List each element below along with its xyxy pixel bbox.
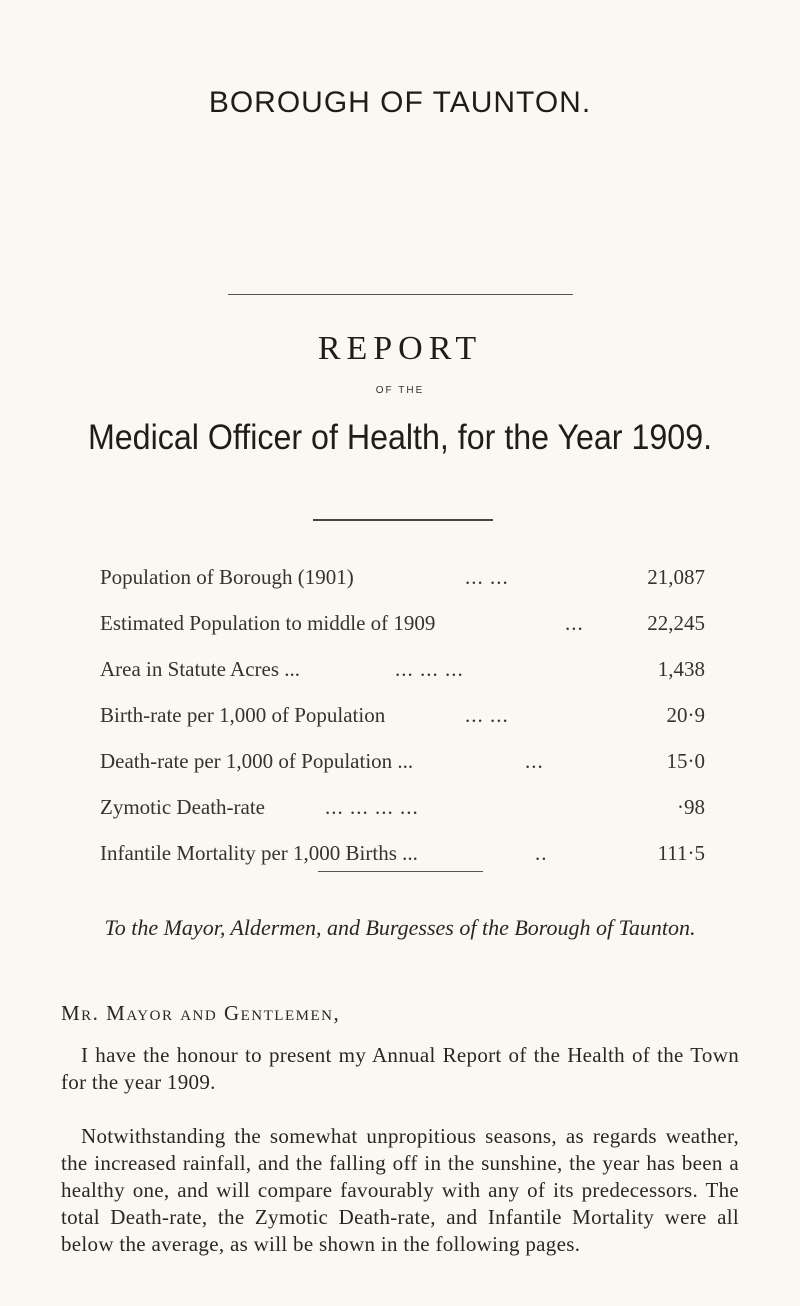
stat-row [100,646,705,692]
stat-label: Death-rate per 1,000 of Population ... [100,748,414,773]
of-the-label: OF THE [375,385,425,396]
stat-row [100,600,705,646]
stat-row [100,692,705,738]
stat-leader: ... [525,748,544,773]
stat-value: 15·0 [666,748,705,773]
stat-leader: ... [565,610,584,635]
stat-value: 21,087 [647,564,705,589]
section-divider-bottom [318,871,483,872]
stat-row [100,830,705,876]
stat-row [100,784,705,830]
stat-label: Area in Statute Acres ... [100,656,301,681]
stat-row [100,554,705,600]
report-title: REPORT [317,330,483,367]
stat-row [100,738,705,784]
paragraph: Notwithstanding the somewhat unpropitious seasons, as regards weather, the increased rainfall, and the falling off in the sunshine, the year has been a healthy one, and will compare favourably with any of its predecessors. The total Death-rate, the Zymotic Death-rate, and Infantile Mortality were all below the average, as will be shown in the following pages. [61,1124,739,1256]
paragraph: I have the honour to present my Annual Report of the Health of the Town for the year 1909. [61,1043,739,1094]
salutation: Mr. Mayor and Gentlemen, [61,1001,341,1025]
stat-label: Zymotic Death-rate [100,794,266,819]
stat-label: Birth-rate per 1,000 of Population [100,702,386,727]
section-divider-top [313,519,493,521]
stat-value: 111·5 [657,840,705,865]
address-line: To the Mayor, Aldermen, and Burgesses of the Borough of Taunton. [104,915,696,940]
stat-value: 1,438 [657,656,705,681]
stat-value: ·98 [677,794,705,819]
stat-value: 22,245 [647,610,705,635]
stat-value: 20·9 [666,702,705,727]
statistics-table [100,554,705,876]
stat-label: Population of Borough (1901) [100,564,354,589]
stat-label: Estimated Population to middle of 1909 [100,610,436,635]
stat-leader: ... ... [465,564,509,589]
report-subtitle: Medical Officer of Health, for the Year 1909. [87,418,713,457]
stat-leader: ... ... ... ... [325,794,419,819]
stat-leader: ... ... [465,702,509,727]
stat-label: Infantile Mortality per 1,000 Births ... [100,840,418,865]
stat-leader: ... ... ... [395,656,464,681]
stat-leader: .. [535,840,548,865]
borough-title: BOROUGH OF TAUNTON. [208,86,592,119]
title-divider [228,294,573,295]
